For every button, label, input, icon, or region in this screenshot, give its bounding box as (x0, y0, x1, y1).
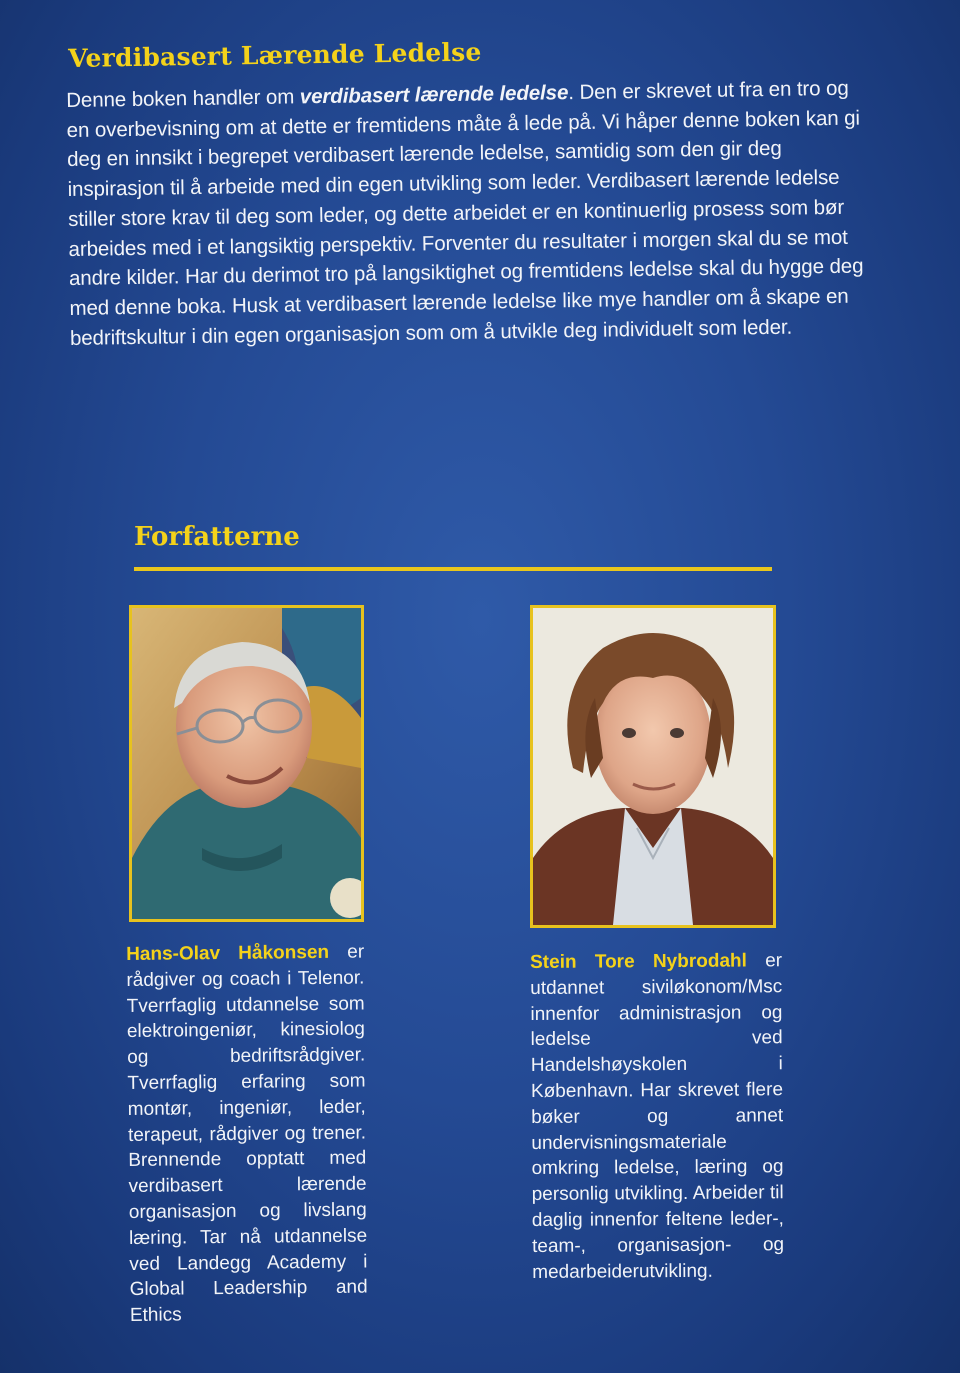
intro-paragraph (66, 73, 870, 353)
portrait-glasses-man-image (132, 608, 361, 919)
author-bio-text-stein-tore: er utdannet siviløkonom/Msc innenfor administrasjon og ledelse ved Handelshøyskolen i København. Har skrevet flere bøker og annet undervisningsmateriale omkring ledelse, læring og personlig utvikling. Arbeider til daglig innenfor feltene leder-, team-, organisasjon- og medarbeiderutvikling. (530, 950, 785, 1283)
heading-divider (134, 567, 772, 571)
intro-text-start: Denne boken handler om (66, 85, 301, 112)
intro-emphasis: verdibasert lærende ledelse (299, 81, 569, 109)
author-bio-stein-tore (530, 948, 784, 1285)
intro-text-rest: . Den er skrevet ut fra en tro og en overbevisning om at dette er fremtidens måte å lede på. Vi håper denne boken kan gi deg en innsikt i begrepet verdibasert lærende ledelse, samtidig som den gir deg inspirasjon til å arbeide med din egen utvikling som leder. Verdibasert lærende ledelse stiller store krav til deg som leder, og dette arbeidet er en kontinuerlig prosess som bør arbeides med i et langsiktig perspektiv. Forventer du resultater i morgen skal du se mot andre kilder. Har du derimot tro på langsiktighet og fremtidens ledelse skal du hygge deg med denne boka. Husk at verdibasert lærende ledelse like mye handler om å skape en bedriftskultur i din egen organisasjon som om å utvikle deg individuelt som leder. (66, 76, 864, 350)
author-name-stein-tore: Stein Tore Nybrodahl (530, 950, 747, 973)
book-title: Verdibasert Lærende Ledelse (68, 37, 482, 73)
author-photo-hans-olav (129, 605, 364, 922)
authors-heading: Forfatterne (134, 522, 300, 552)
portrait-man-image (533, 608, 773, 925)
author-name-hans-olav: Hans-Olav Håkonsen (126, 941, 330, 965)
author-photo-stein-tore (530, 605, 776, 928)
author-bio-hans-olav (126, 940, 368, 1329)
author-bio-text-hans-olav: er rådgiver og coach i Telenor. Tverrfaglig utdannelse som elektroingeniør, kinesiolog og bedriftsrådgiver. Tverrfaglig erfaring som montør, ingeniør, leder, terapeut, rådgiver og trener. Brennende opptatt med verdibasert lærende organisasjon og livslang læring. Tar nå utdannelse ved Landegg Academy i Global Leadership and Ethics (126, 941, 368, 1327)
